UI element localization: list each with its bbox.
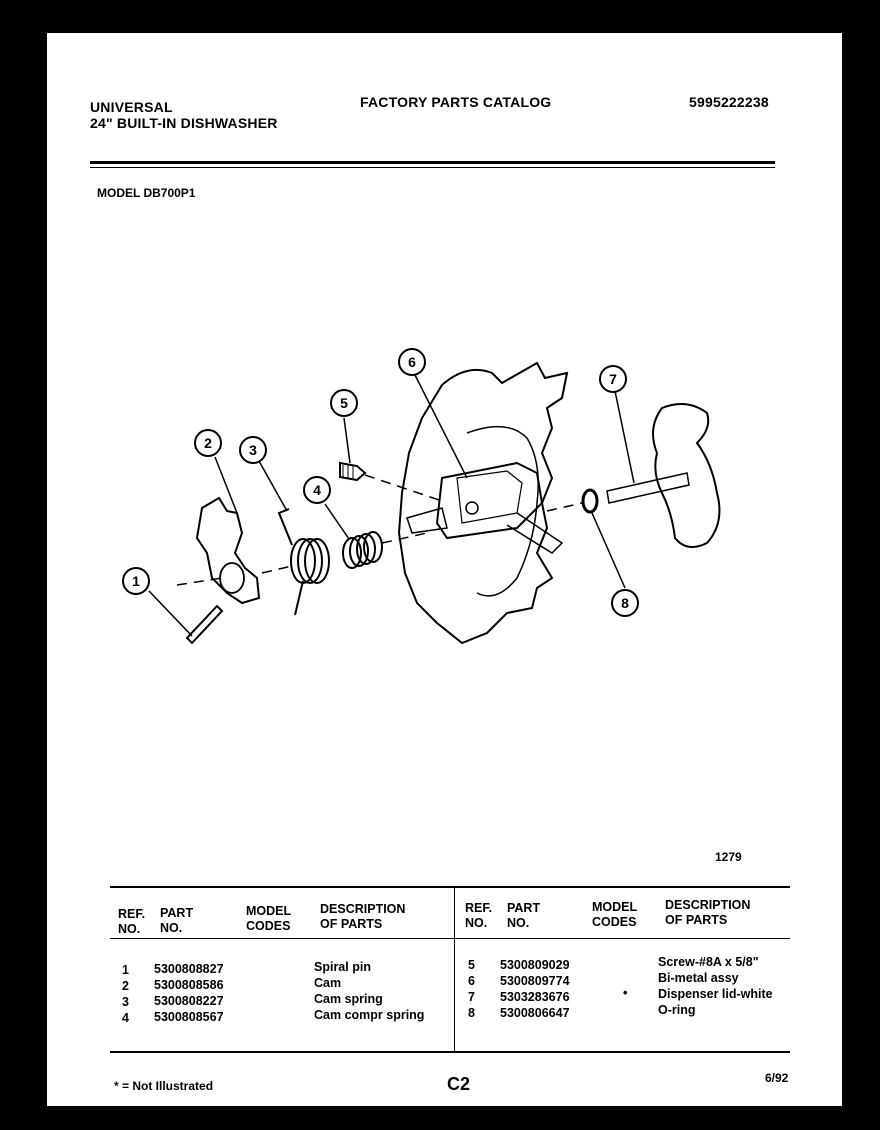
bi-metal-pivot — [466, 502, 478, 514]
catalog-date: 6/92 — [765, 1071, 789, 1085]
ref-no: 5 — [468, 958, 475, 972]
product-name: 24" BUILT-IN DISHWASHER — [90, 115, 278, 131]
part-no: 5300808586 — [154, 978, 224, 992]
right-desc-header: DESCRIPTION — [665, 898, 751, 912]
table-bottom-rule — [110, 1051, 790, 1053]
part-description: O-ring — [658, 1003, 696, 1017]
dispenser-lid-outline — [653, 404, 719, 547]
part-description: Bi-metal assy — [658, 971, 739, 985]
left-desc-header: DESCRIPTION — [320, 902, 406, 916]
table-top-rule — [110, 886, 790, 888]
part-description: Cam compr spring — [314, 1008, 425, 1022]
figure-number: 1279 — [715, 850, 742, 864]
exploded-parts-diagram — [47, 33, 842, 853]
callout-1: 1 — [132, 573, 140, 589]
part-no: 5300809774 — [500, 974, 570, 988]
ref-no: 2 — [122, 979, 129, 993]
brand-name: UNIVERSAL — [90, 99, 173, 115]
left-desc-header-2: OF PARTS — [320, 917, 383, 931]
right-model-header-2: CODES — [592, 915, 637, 929]
ref-no: 6 — [468, 974, 475, 988]
left-model-header-2: CODES — [246, 919, 291, 933]
part-description: Cam spring — [314, 992, 383, 1006]
table-center-divider — [454, 888, 455, 1051]
part-no: 5300808567 — [154, 1010, 224, 1024]
callout-8: 8 — [621, 595, 629, 611]
page-number: C2 — [447, 1074, 471, 1094]
callout-6: 6 — [408, 354, 416, 370]
left-ref-header-2: NO. — [118, 922, 141, 936]
right-ref-header-2: NO. — [465, 916, 488, 930]
ref-no: 3 — [122, 995, 129, 1009]
part-description: Cam — [314, 976, 342, 990]
bi-metal-inner — [457, 471, 522, 523]
callout-2: 2 — [204, 435, 212, 451]
cam-compr-spring-shape — [343, 532, 382, 568]
catalog-number: 5995222238 — [689, 94, 769, 110]
callout-3: 3 — [249, 442, 257, 458]
ref-no: 4 — [122, 1011, 129, 1025]
part-no: 5300808227 — [154, 994, 224, 1008]
model-line: MODEL DB700P1 — [97, 186, 196, 200]
spiral-pin-shape — [187, 606, 222, 643]
left-ref-header: REF. — [118, 907, 146, 921]
cam-shape — [197, 498, 259, 603]
right-part-header-2: NO. — [507, 916, 530, 930]
part-description: Screw-#8A x 5/8" — [658, 955, 759, 969]
callout-5: 5 — [340, 395, 348, 411]
parts-catalog-page — [47, 33, 842, 1106]
right-ref-header: REF. — [465, 901, 493, 915]
model-code-mark: • — [623, 986, 628, 1000]
catalog-title: FACTORY PARTS CATALOG — [360, 94, 552, 110]
cam-hub — [220, 563, 244, 593]
table-header-rule — [110, 938, 790, 939]
footnote: * = Not Illustrated — [114, 1079, 214, 1093]
o-ring-shape — [583, 490, 597, 512]
leader-lines — [149, 375, 634, 636]
part-description: Dispenser lid-white — [658, 987, 773, 1001]
cam-spring-shape — [279, 509, 329, 615]
left-part-header-2: NO. — [160, 921, 183, 935]
part-description: Spiral pin — [314, 960, 371, 974]
callouts — [123, 349, 638, 616]
right-desc-header-2: OF PARTS — [665, 913, 728, 927]
right-model-header: MODEL — [592, 900, 638, 914]
bi-metal-bracket — [407, 508, 447, 533]
dispenser-lid-shaft — [607, 473, 689, 503]
bi-metal-assy-outline — [437, 463, 542, 538]
left-part-header: PART — [160, 906, 194, 920]
callout-4: 4 — [313, 482, 321, 498]
ref-no: 8 — [468, 1006, 475, 1020]
left-model-header: MODEL — [246, 904, 292, 918]
ref-no: 1 — [122, 963, 129, 977]
part-no: 5300806647 — [500, 1006, 570, 1020]
part-no: 5300809029 — [500, 958, 570, 972]
ref-no: 7 — [468, 990, 475, 1004]
callout-7: 7 — [609, 371, 617, 387]
right-part-header: PART — [507, 901, 541, 915]
part-no: 5303283676 — [500, 990, 570, 1004]
part-no: 5300808827 — [154, 962, 224, 976]
